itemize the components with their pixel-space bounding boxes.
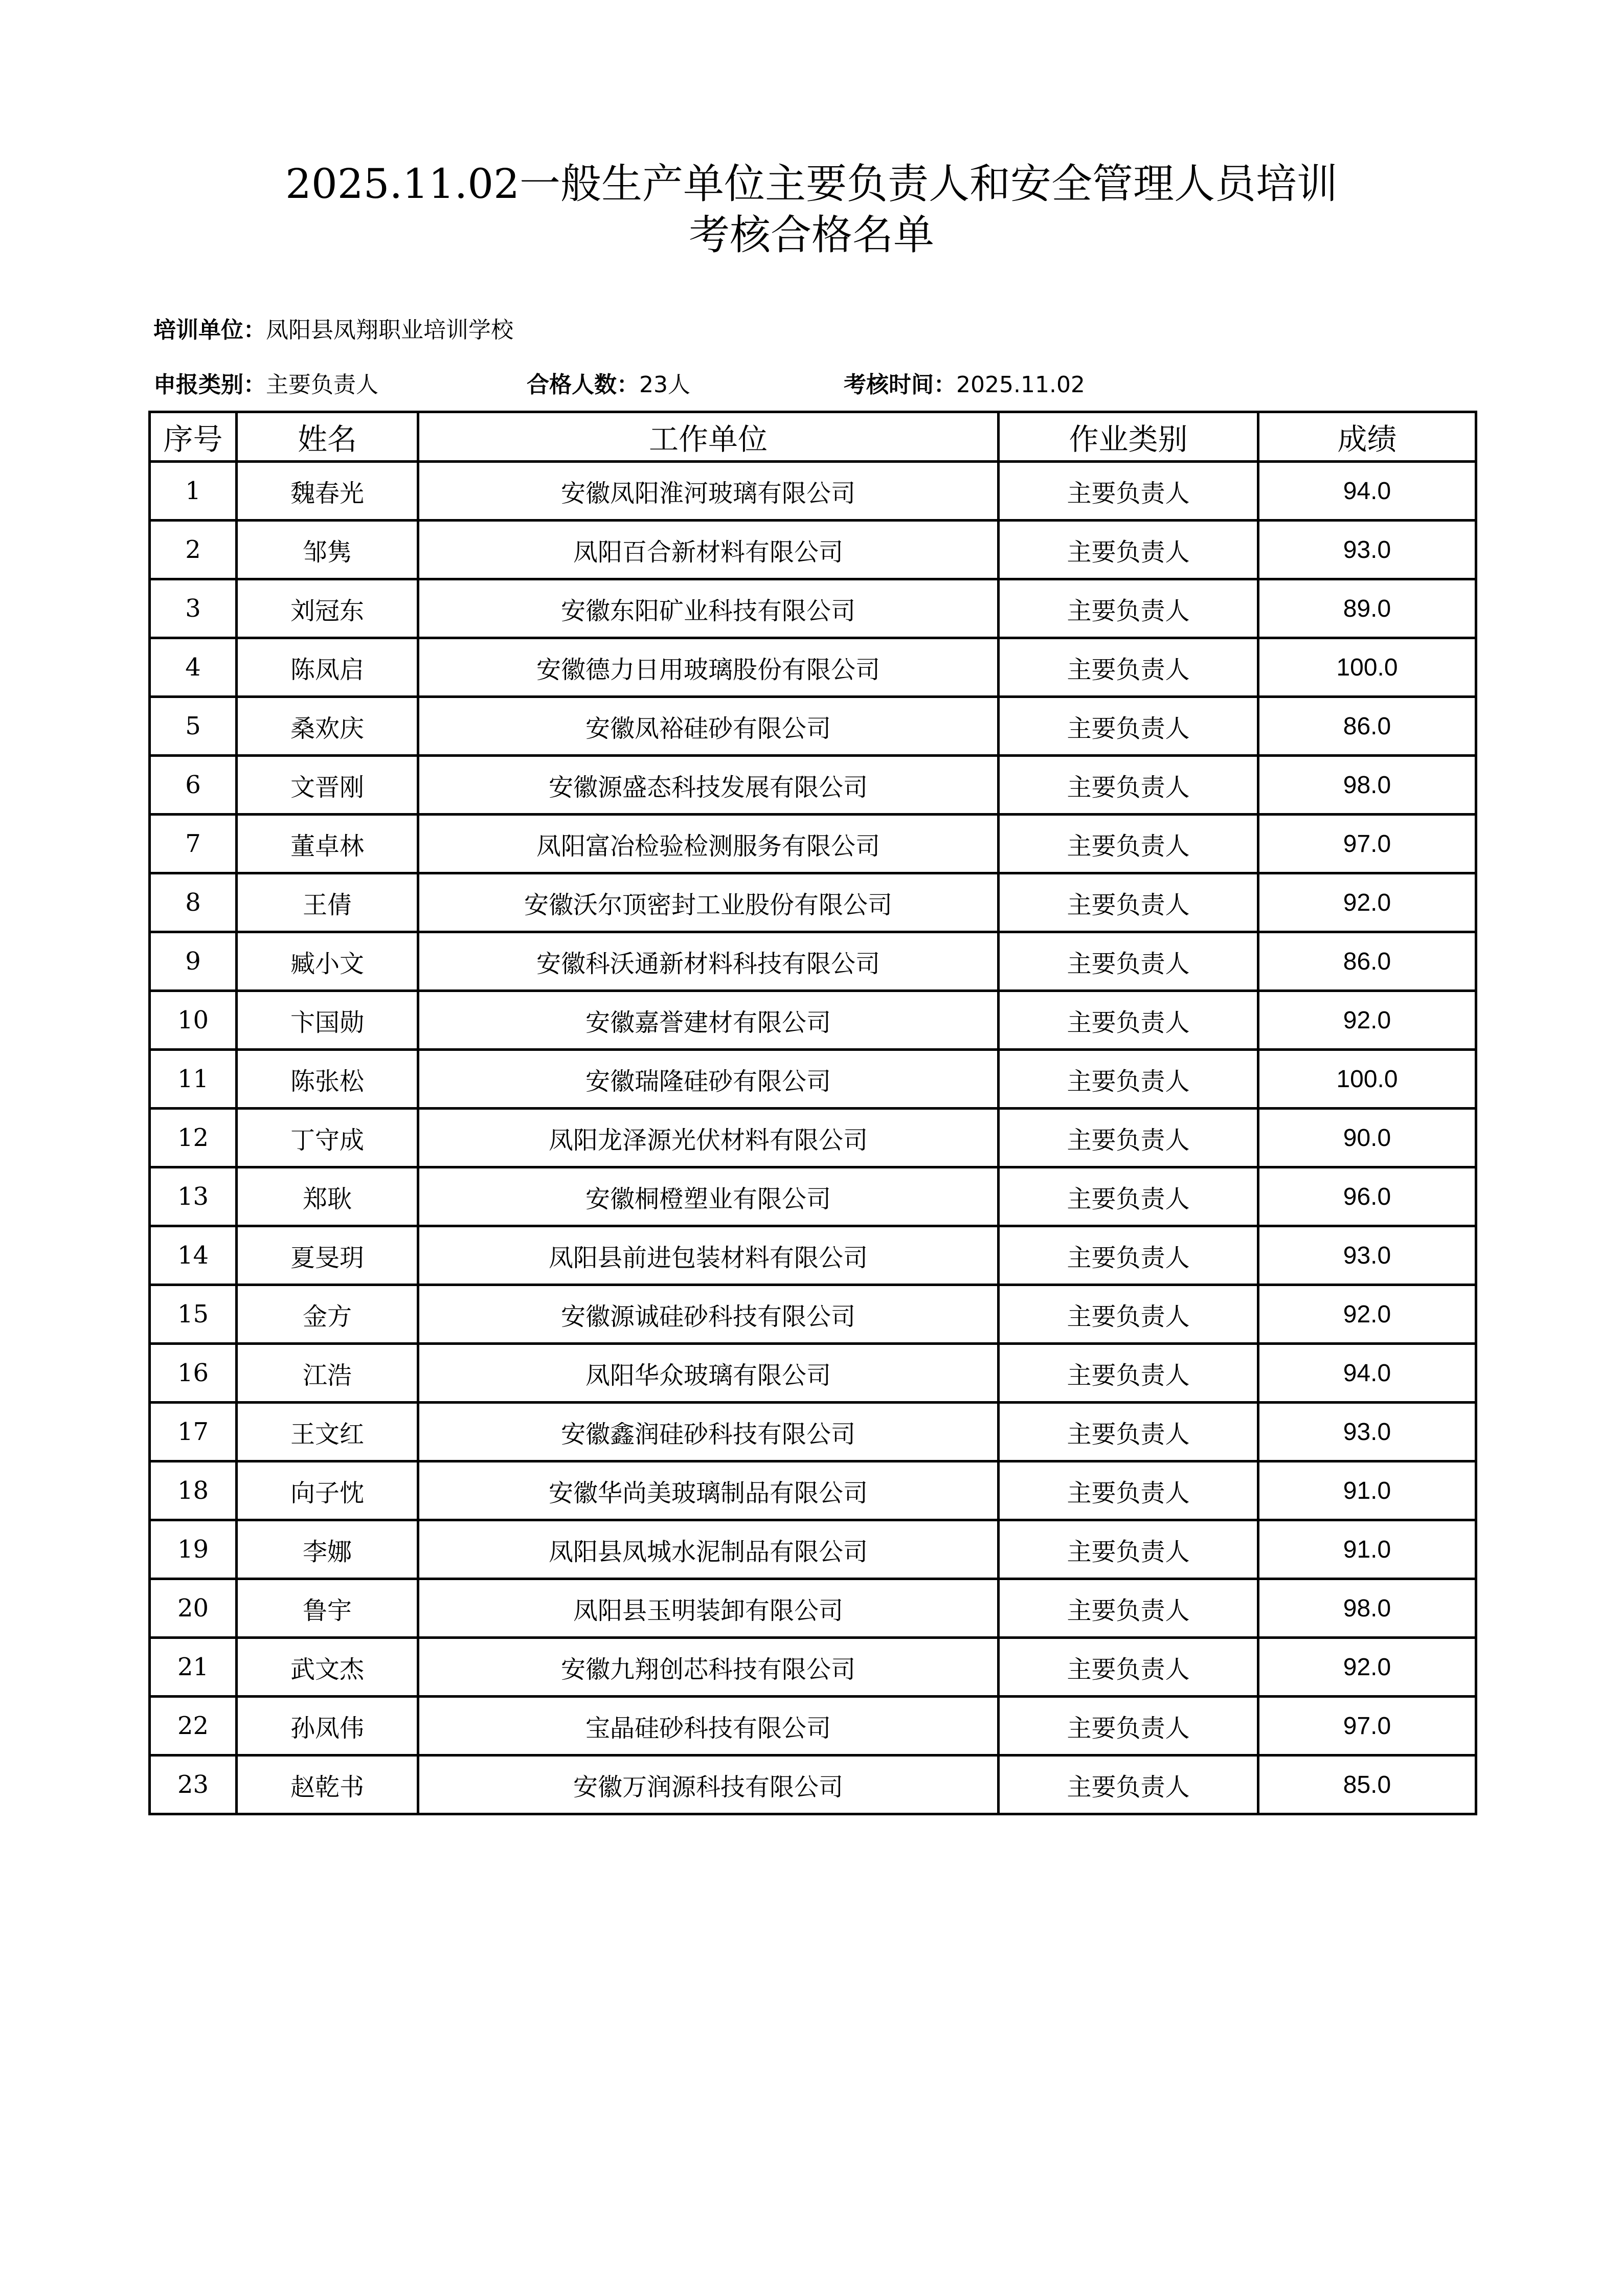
serial-cell: 16 <box>150 1344 237 1403</box>
employer-cell: 安徽科沃通新材料科技有限公司 <box>418 932 999 991</box>
job-category-cell: 主要负责人 <box>999 1638 1258 1697</box>
passed-count <box>527 374 690 396</box>
table-header-row <box>150 412 1476 462</box>
score-cell: 92.0 <box>1258 873 1476 932</box>
name-cell: 江浩 <box>237 1344 418 1403</box>
job-category-cell: 主要负责人 <box>999 1461 1258 1520</box>
name-cell: 王文红 <box>237 1403 418 1461</box>
employer-cell: 凤阳百合新材料有限公司 <box>418 521 999 579</box>
name-cell: 陈凤启 <box>237 638 418 697</box>
declared-category-value: 主要负责人 <box>266 372 378 398</box>
name-cell: 向子忱 <box>237 1461 418 1520</box>
score-cell: 94.0 <box>1258 1344 1476 1403</box>
job-category-cell: 主要负责人 <box>999 1285 1258 1344</box>
job-category-cell: 主要负责人 <box>999 1344 1258 1403</box>
serial-cell: 7 <box>150 815 237 873</box>
score-cell: 93.0 <box>1258 1403 1476 1461</box>
training-unit-label: 培训单位： <box>153 317 266 343</box>
score-cell: 97.0 <box>1258 815 1476 873</box>
table-row <box>150 1285 1476 1344</box>
job-category-cell: 主要负责人 <box>999 521 1258 579</box>
score-cell: 90.0 <box>1258 1109 1476 1167</box>
job-category-cell: 主要负责人 <box>999 1697 1258 1755</box>
table-row <box>150 1579 1476 1638</box>
serial-cell: 22 <box>150 1697 237 1755</box>
employer-cell: 凤阳富冶检验检测服务有限公司 <box>418 815 999 873</box>
name-cell: 郑耿 <box>237 1167 418 1226</box>
employer-cell: 安徽沃尔顶密封工业股份有限公司 <box>418 873 999 932</box>
score-cell: 92.0 <box>1258 991 1476 1050</box>
name-cell: 夏旻玥 <box>237 1226 418 1285</box>
job-category-cell: 主要负责人 <box>999 991 1258 1050</box>
score-cell: 97.0 <box>1258 1697 1476 1755</box>
name-cell: 文晋刚 <box>237 756 418 815</box>
serial-cell: 1 <box>150 462 237 521</box>
job-category-cell: 主要负责人 <box>999 697 1258 756</box>
table-row <box>150 1403 1476 1461</box>
table-row <box>150 521 1476 579</box>
serial-cell: 5 <box>150 697 237 756</box>
name-cell: 鲁宇 <box>237 1579 418 1638</box>
employer-cell: 安徽凤裕硅砂有限公司 <box>418 697 999 756</box>
serial-cell: 2 <box>150 521 237 579</box>
employer-cell: 安徽万润源科技有限公司 <box>418 1755 999 1814</box>
table-row <box>150 1638 1476 1697</box>
employer-cell: 安徽瑞隆硅砂有限公司 <box>418 1050 999 1109</box>
employer-cell: 安徽桐橙塑业有限公司 <box>418 1167 999 1226</box>
table-row <box>150 1344 1476 1403</box>
table-row <box>150 815 1476 873</box>
employer-cell: 安徽德力日用玻璃股份有限公司 <box>418 638 999 697</box>
table-row <box>150 1050 1476 1109</box>
score-cell: 91.0 <box>1258 1520 1476 1579</box>
table-row <box>150 1109 1476 1167</box>
declared-category <box>153 374 378 396</box>
score-cell: 93.0 <box>1258 1226 1476 1285</box>
job-category-cell: 主要负责人 <box>999 932 1258 991</box>
employer-cell: 安徽九翔创芯科技有限公司 <box>418 1638 999 1697</box>
employer-cell: 凤阳县玉明装卸有限公司 <box>418 1579 999 1638</box>
serial-cell: 8 <box>150 873 237 932</box>
serial-cell: 20 <box>150 1579 237 1638</box>
job-category-cell: 主要负责人 <box>999 1520 1258 1579</box>
training-unit-value: 凤阳县凤翔职业培训学校 <box>266 317 513 343</box>
name-cell: 桑欢庆 <box>237 697 418 756</box>
table-row <box>150 1167 1476 1226</box>
job-category-cell: 主要负责人 <box>999 1403 1258 1461</box>
name-cell: 金方 <box>237 1285 418 1344</box>
employer-cell: 凤阳县前进包装材料有限公司 <box>418 1226 999 1285</box>
serial-cell: 18 <box>150 1461 237 1520</box>
table-body <box>150 462 1476 1814</box>
serial-cell: 13 <box>150 1167 237 1226</box>
header-employer: 工作单位 <box>418 412 999 462</box>
job-category-cell: 主要负责人 <box>999 1109 1258 1167</box>
assessment-date-label: 考核时间： <box>844 372 956 398</box>
table-row <box>150 579 1476 638</box>
name-cell: 臧小文 <box>237 932 418 991</box>
serial-cell: 12 <box>150 1109 237 1167</box>
pass-list-table <box>148 411 1477 1815</box>
table-row <box>150 1461 1476 1520</box>
score-cell: 94.0 <box>1258 462 1476 521</box>
passed-count-value: 23人 <box>639 372 690 398</box>
job-category-cell: 主要负责人 <box>999 579 1258 638</box>
serial-cell: 15 <box>150 1285 237 1344</box>
passed-count-label: 合格人数： <box>527 372 639 398</box>
employer-cell: 安徽源盛态科技发展有限公司 <box>418 756 999 815</box>
table-row <box>150 991 1476 1050</box>
employer-cell: 凤阳华众玻璃有限公司 <box>418 1344 999 1403</box>
employer-cell: 宝晶硅砂科技有限公司 <box>418 1697 999 1755</box>
job-category-cell: 主要负责人 <box>999 638 1258 697</box>
score-cell: 89.0 <box>1258 579 1476 638</box>
serial-cell: 3 <box>150 579 237 638</box>
employer-cell: 凤阳龙泽源光伏材料有限公司 <box>418 1109 999 1167</box>
name-cell: 魏春光 <box>237 462 418 521</box>
table-row <box>150 873 1476 932</box>
score-cell: 92.0 <box>1258 1285 1476 1344</box>
job-category-cell: 主要负责人 <box>999 873 1258 932</box>
job-category-cell: 主要负责人 <box>999 1050 1258 1109</box>
job-category-cell: 主要负责人 <box>999 1167 1258 1226</box>
employer-cell: 安徽鑫润硅砂科技有限公司 <box>418 1403 999 1461</box>
score-cell: 93.0 <box>1258 521 1476 579</box>
job-category-cell: 主要负责人 <box>999 462 1258 521</box>
name-cell: 丁守成 <box>237 1109 418 1167</box>
serial-cell: 23 <box>150 1755 237 1814</box>
name-cell: 王倩 <box>237 873 418 932</box>
name-cell: 武文杰 <box>237 1638 418 1697</box>
table-row <box>150 1226 1476 1285</box>
score-cell: 100.0 <box>1258 638 1476 697</box>
table-row <box>150 1697 1476 1755</box>
header-serial: 序号 <box>150 412 237 462</box>
serial-cell: 9 <box>150 932 237 991</box>
training-unit <box>153 319 513 342</box>
score-cell: 92.0 <box>1258 1638 1476 1697</box>
score-cell: 91.0 <box>1258 1461 1476 1520</box>
serial-cell: 19 <box>150 1520 237 1579</box>
job-category-cell: 主要负责人 <box>999 1579 1258 1638</box>
employer-cell: 安徽凤阳淮河玻璃有限公司 <box>418 462 999 521</box>
serial-cell: 4 <box>150 638 237 697</box>
table-row <box>150 1755 1476 1814</box>
table-row <box>150 697 1476 756</box>
serial-cell: 10 <box>150 991 237 1050</box>
score-cell: 86.0 <box>1258 697 1476 756</box>
name-cell: 刘冠东 <box>237 579 418 638</box>
score-cell: 86.0 <box>1258 932 1476 991</box>
employer-cell: 安徽嘉誉建材有限公司 <box>418 991 999 1050</box>
table-row <box>150 932 1476 991</box>
declared-category-label: 申报类别： <box>153 372 266 398</box>
name-cell: 卞国勋 <box>237 991 418 1050</box>
serial-cell: 21 <box>150 1638 237 1697</box>
table-row <box>150 756 1476 815</box>
employer-cell: 安徽东阳矿业科技有限公司 <box>418 579 999 638</box>
name-cell: 孙凤伟 <box>237 1697 418 1755</box>
name-cell: 陈张松 <box>237 1050 418 1109</box>
score-cell: 98.0 <box>1258 1579 1476 1638</box>
serial-cell: 14 <box>150 1226 237 1285</box>
job-category-cell: 主要负责人 <box>999 815 1258 873</box>
document-title-line-2: 考核合格名单 <box>689 211 934 259</box>
assessment-date <box>844 374 1085 396</box>
employer-cell: 安徽源诚硅砂科技有限公司 <box>418 1285 999 1344</box>
serial-cell: 11 <box>150 1050 237 1109</box>
score-cell: 85.0 <box>1258 1755 1476 1814</box>
job-category-cell: 主要负责人 <box>999 1755 1258 1814</box>
job-category-cell: 主要负责人 <box>999 1226 1258 1285</box>
name-cell: 李娜 <box>237 1520 418 1579</box>
document-title-line-1: 2025.11.02一般生产单位主要负责人和安全管理人员培训 <box>285 160 1338 208</box>
table-row <box>150 462 1476 521</box>
header-name: 姓名 <box>237 412 418 462</box>
table-row <box>150 1520 1476 1579</box>
name-cell: 邹隽 <box>237 521 418 579</box>
name-cell: 董卓林 <box>237 815 418 873</box>
score-cell: 96.0 <box>1258 1167 1476 1226</box>
score-cell: 100.0 <box>1258 1050 1476 1109</box>
table-row <box>150 638 1476 697</box>
employer-cell: 凤阳县凤城水泥制品有限公司 <box>418 1520 999 1579</box>
name-cell: 赵乾书 <box>237 1755 418 1814</box>
serial-cell: 17 <box>150 1403 237 1461</box>
job-category-cell: 主要负责人 <box>999 756 1258 815</box>
header-job-category: 作业类别 <box>999 412 1258 462</box>
header-score: 成绩 <box>1258 412 1476 462</box>
assessment-date-value: 2025.11.02 <box>956 372 1085 398</box>
serial-cell: 6 <box>150 756 237 815</box>
score-cell: 98.0 <box>1258 756 1476 815</box>
employer-cell: 安徽华尚美玻璃制品有限公司 <box>418 1461 999 1520</box>
